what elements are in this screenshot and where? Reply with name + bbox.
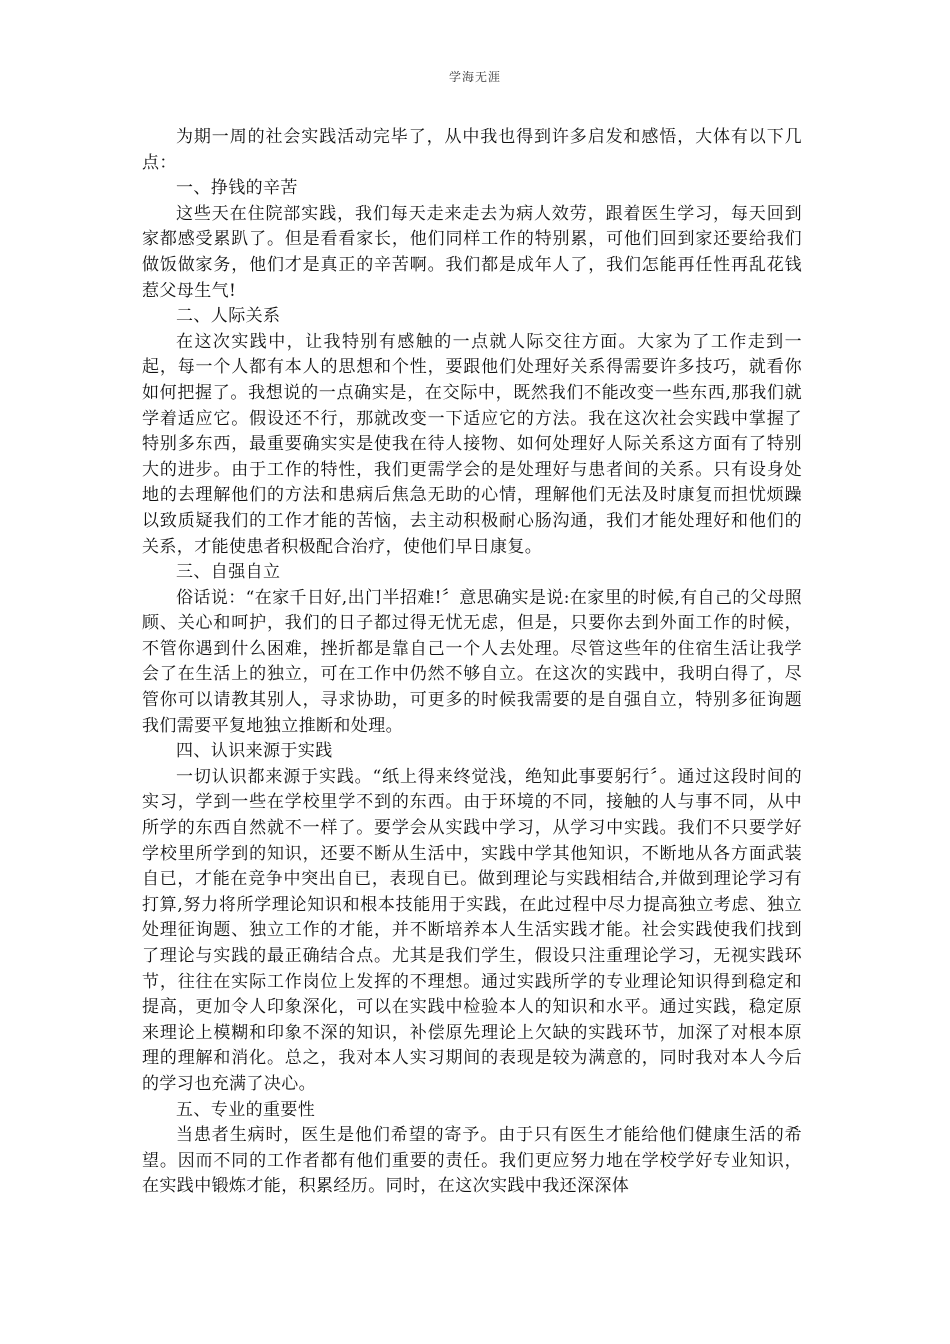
intro-paragraph: 为期一周的社会实践活动完毕了，从中我也得到许多启发和感悟，大体有以下几点： [142,127,802,173]
body-paragraph: 俗话说：“在家千日好,出门半招难!〞意思确实是说:在家里的时候,有自己的父母照顾、关心和呵护，我们的日子都过得无忧无虑，但是，只要你去到外面工作的时候，不管你遇到什么困难，挫折都是靠自己一个人去处理。尽管这些年的住宿生活让我学会了在生活上的独立，可在工作中仍然不够自立。在这次的实践中，我明白得了，尽管你可以请教其别人，寻求协助，可更多的时候我需要的是自强自立，特别多征询题我们需要平复地独立推断和处理。 [142,587,802,736]
section-heading: 一、挣钱的辛苦 [176,178,298,199]
body-paragraph: 一切认识都来源于实践。“纸上得来终觉浅，绝知此事要躬行〞。通过这段时间的实习，学到一些在学校里学不到的东西。由于环境的不同，接触的人与事不同，从中所学的东西自然就不一样了。要学会从实践中学习，从学习中实践。我们不只要学好学校里所学到的知识，还要不断从生活中，实践中学其他知识，不断地从各方面武装自已，才能在竞争中突出自已，表现自已。做到理论与实践相结合,并做到理论学习有打算,努力将所学理论知识和根本技能用于实践，在此过程中尽力提高独立考虑、独立处理征询题、独立工作的才能，并不断培养本人生活实践才能。社会实践使我们找到了理论与实践的最正确结合点。尤其是我们学生，假设只注重理论学习，无视实践环节，往往在实际工作岗位上发挥的不理想。通过实践所学的专业理论知识得到稳定和提高，更加令人印象深化，可以在实践中检验本人的知识和水平。通过实践，稳定原来理论上模糊和印象不深的知识，补偿原先理论上欠缺的实践环节，加深了对根本原理的理解和消化。总之，我对本人实习期间的表现是较为满意的，同时我对本人今后的学习也充满了决心。 [142,766,802,1094]
body-paragraph: 这些天在住院部实践，我们每天走来走去为病人效劳，跟着医生学习，每天回到家都感受累趴了。但是看看家长，他们同样工作的特别累，可他们回到家还要给我们做饭做家务，他们才是真正的辛苦啊。我们都是成年人了，我们怎能再任性再乱花钱惹父母生气! [142,203,802,301]
body-paragraph: 当患者生病时，医生是他们希望的寄予。由于只有医生才能给他们健康生活的希望。因而不同的工作者都有他们重要的责任。我们更应努力地在学校学好专业知识，在实践中锻炼才能，积累经历。同时，在这次实践中我还深深体 [142,1125,802,1197]
body-paragraph: 在这次实践中，让我特别有感触的一点就人际交往方面。大家为了工作走到一起，每一个人都有本人的思想和个性，要跟他们处理好关系得需要许多技巧，就看你如何把握了。我想说的一点确实是，在交际中，既然我们不能改变一些东西,那我们就学着适应它。假设还不行，那就改变一下适应它的方法。我在这次社会实践中掌握了特别多东西，最重要确实实是使我在待人接物、如何处理好人际关系这方面有了特别大的进步。由于工作的特性，我们更需学会的是处理好与患者间的关系。只有设身处地的去理解他们的方法和患病后焦急无助的心情，理解他们无法及时康复而担忧烦躁以致质疑我们的工作才能的苦恼，去主动积极耐心肠沟通，我们才能处理好和他们的关系，才能使患者积极配合治疗，使他们早日康复。 [142,331,802,557]
section-heading: 五、专业的重要性 [176,1099,316,1120]
section-heading: 二、人际关系 [176,306,281,327]
section-heading: 三、自强自立 [176,562,281,583]
document-body [142,125,802,1200]
section-heading: 四、认识来源于实践 [176,741,333,762]
page-header: 学海无涯 [448,70,501,84]
